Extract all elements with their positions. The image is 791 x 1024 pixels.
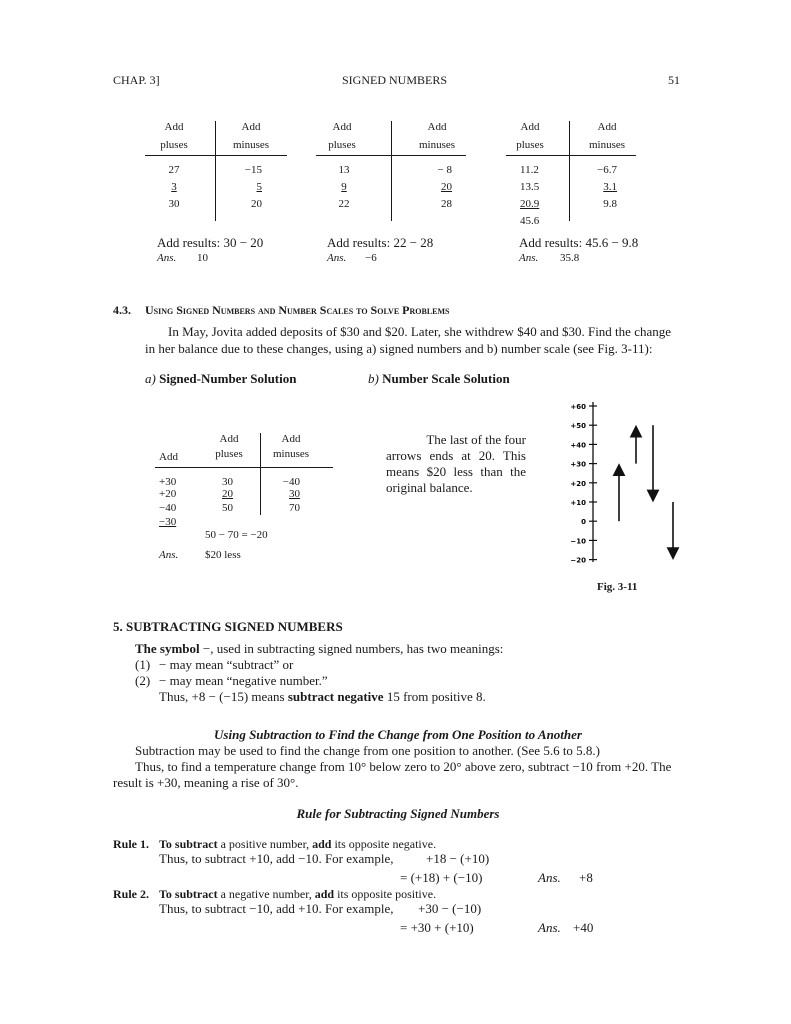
table-head-minuses: Add minuses — [272, 433, 310, 460]
rules-title: Rule for Subtracting Signed Numbers — [296, 806, 500, 821]
pluses-cell: 20 — [222, 488, 233, 500]
table-head-minuses: Add minuses — [588, 121, 626, 151]
rule-1-ans: +8 — [579, 870, 593, 885]
rule-2-example-2: = +30 + (+10) — [400, 920, 474, 935]
rule-1-example-1: +18 − (+10) — [426, 851, 490, 866]
paragraph: Thus, to find a temperature change from 10° below zero to 20° above zero, subtract −10 from +20. The — [135, 759, 672, 774]
table-cell: 20.9 — [520, 198, 540, 210]
thus-text: Thus, +8 − (−15) means subtract negative 15 from positive 8. — [159, 689, 486, 704]
add-col-cell: −40 — [159, 502, 177, 514]
scale-tick-label: +40 — [570, 441, 586, 450]
table-head-minuses: Add minuses — [232, 121, 270, 151]
table-cell: 28 — [441, 198, 452, 210]
ans-label: Ans. — [159, 549, 179, 561]
solution-b-heading: b) Number Scale Solution — [368, 371, 510, 386]
rule-2-ans: +40 — [573, 920, 594, 935]
ans-label: Ans. — [519, 252, 539, 264]
scale-explanation: The last of the four arrows ends at 20. This means $20 less than the original balance. — [386, 432, 526, 495]
meaning-2-number: (2) — [135, 673, 151, 688]
rule-1-example-2: = (+18) + (−10) — [400, 870, 483, 885]
scale-tick-label: +10 — [570, 499, 586, 507]
solution-a-heading: a) Signed-Number Solution — [145, 371, 297, 386]
scale-tick-label: −20 — [570, 556, 586, 565]
paragraph: Subtraction may be used to find the change from one position to another. (See 5.6 to 5.8.) — [135, 743, 601, 758]
problem-text: In May, Jovita added deposits of $30 and $20. Later, she withdrew $40 and $30. Find the change — [168, 324, 672, 339]
add-results: Add results: 45.6 − 9.8 — [519, 235, 639, 250]
rule-2-label: Rule 2. — [113, 887, 149, 901]
section5-heading: 5. SUBTRACTING SIGNED NUMBERS — [113, 619, 343, 634]
ans-value: −6 — [365, 252, 377, 264]
table-cell: 9 — [341, 181, 347, 193]
add-col-cell: +30 — [159, 476, 177, 488]
minuses-cell: 70 — [289, 502, 300, 514]
paragraph: result is +30, meaning a rise of 30°. — [113, 775, 299, 790]
table-cell: 30 — [168, 198, 180, 210]
pluses-cell: 50 — [222, 502, 233, 514]
scale-tick-label: +20 — [570, 479, 586, 488]
rule-2-example-1: +30 − (−10) — [418, 901, 482, 916]
table-cell: 20 — [251, 198, 262, 210]
add-label: Add — [159, 451, 178, 463]
table-cell: 3 — [171, 181, 177, 193]
figure-caption: Fig. 3-11 — [597, 581, 638, 593]
table-cell: 20 — [441, 181, 452, 193]
table-cell: −15 — [244, 164, 262, 176]
pluses-cell: 30 — [222, 476, 233, 488]
table-cell: 13.5 — [520, 181, 540, 193]
number-scale-figure — [540, 396, 700, 566]
scale-tick-label: +50 — [570, 422, 586, 431]
ans-value: 10 — [197, 252, 208, 264]
minuses-cell: −40 — [282, 476, 300, 488]
ans-label: Ans. — [327, 252, 347, 264]
symbol-text: The symbol −, used in subtracting signed numbers, has two meanings: — [135, 641, 504, 656]
rule-1-example-intro: Thus, to subtract +10, add −10. For example, — [159, 851, 394, 866]
section-title: Using Signed Numbers and Number Scales to Solve Problems — [145, 303, 450, 317]
table-cell: −6.7 — [597, 164, 617, 176]
table-cell: 22 — [338, 198, 350, 210]
add-col-cell: −30 — [159, 516, 177, 528]
table-head-pluses: Add pluses — [215, 433, 243, 460]
table-cell: 13 — [338, 164, 350, 176]
table-cell: 3.1 — [603, 181, 617, 193]
page-number: 51 — [668, 73, 680, 87]
meaning-1-text: − may mean “subtract” or — [159, 657, 294, 672]
rule-1-ans-label: Ans. — [538, 870, 561, 885]
rule-1-text: To subtract a positive number, add its opposite negative. — [159, 837, 437, 851]
ans-label: Ans. — [157, 252, 177, 264]
meaning-2-text: − may mean “negative number.” — [159, 673, 328, 688]
chapter-label: CHAP. 3] — [113, 73, 160, 87]
meaning-1-number: (1) — [135, 657, 151, 672]
table-cell: 27 — [168, 164, 180, 176]
table-cell: 11.2 — [520, 164, 539, 176]
subsection-title: Using Subtraction to Find the Change from One Position to Another — [214, 727, 582, 742]
rule-2-example-intro: Thus, to subtract −10, add +10. For example, — [159, 901, 394, 916]
scale-tick-label: 0 — [581, 518, 586, 527]
sum-equation: 50 − 70 = −20 — [205, 529, 268, 541]
table-head-pluses: Add pluses — [160, 121, 188, 151]
scale-tick-label: −10 — [570, 537, 586, 546]
table-head-pluses: Add pluses — [516, 121, 544, 151]
scale-tick-label: +30 — [570, 460, 586, 469]
table-cell: 5 — [256, 181, 262, 193]
table-cell: − 8 — [437, 164, 452, 176]
ans-value: $20 less — [205, 549, 241, 561]
table-head-pluses: Add pluses — [328, 121, 356, 151]
minuses-cell: 30 — [289, 488, 300, 500]
rule-2-ans-label: Ans. — [538, 920, 561, 935]
rule-1-label: Rule 1. — [113, 837, 149, 851]
scale-tick-label: +60 — [570, 403, 586, 411]
add-results: Add results: 30 − 20 — [157, 235, 264, 250]
add-results: Add results: 22 − 28 — [327, 235, 434, 250]
table-head-minuses: Add minuses — [418, 121, 456, 151]
table-cell: 45.6 — [520, 215, 540, 227]
add-col-cell: +20 — [159, 488, 177, 500]
ans-value: 35.8 — [560, 252, 580, 264]
running-title: SIGNED NUMBERS — [342, 73, 448, 87]
problem-text: in her balance due to these changes, using a) signed numbers and b) number scale (see Fig. 3-11): — [145, 341, 653, 356]
section-number: 4.3. — [113, 303, 131, 317]
table-cell: 9.8 — [603, 198, 617, 210]
rule-2-text: To subtract a negative number, add its opposite positive. — [159, 887, 437, 901]
